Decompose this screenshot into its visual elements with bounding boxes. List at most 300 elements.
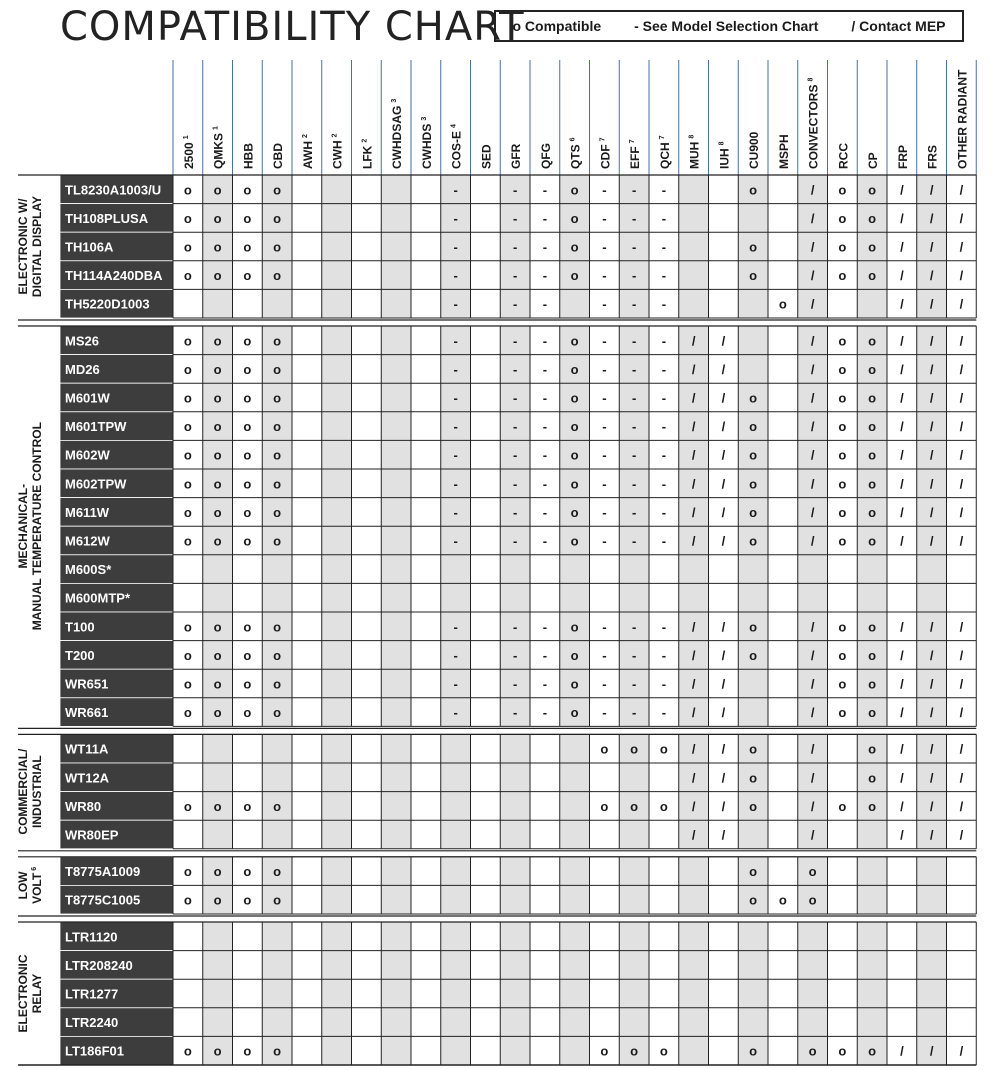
cell-symbol: / (929, 504, 934, 520)
cell-symbol: o (183, 1043, 192, 1059)
cell-symbol: / (691, 705, 696, 721)
cell-symbol: / (929, 619, 934, 635)
cell-symbol: - (602, 447, 607, 463)
cell-symbol: / (900, 361, 904, 377)
cell-symbol: o (183, 447, 192, 463)
cell-symbol: / (691, 770, 696, 786)
cell-symbol: - (631, 647, 637, 663)
cell-symbol: / (959, 705, 964, 721)
cell-symbol: o (808, 1043, 817, 1059)
column-header: LFK$^2$ (360, 138, 375, 169)
cell-symbol: o (838, 705, 847, 721)
shaded-column-band (322, 175, 352, 318)
cell-symbol: / (959, 1043, 964, 1059)
legend-see-model: - See Model Selection Chart (634, 18, 819, 34)
cell-symbol: o (749, 419, 758, 435)
cell-symbol: - (631, 504, 637, 520)
cell-symbol: - (453, 533, 458, 549)
cell-symbol: o (778, 892, 787, 908)
row-model-label: TH114A240DBA (65, 268, 163, 284)
column-header: QMKS$^1$ (211, 126, 226, 169)
cell-symbol: / (929, 361, 934, 377)
cell-symbol: o (838, 182, 847, 198)
cell-symbol: o (749, 182, 758, 198)
cell-symbol: / (721, 705, 726, 721)
cell-symbol: o (273, 419, 282, 435)
cell-symbol: - (602, 676, 607, 692)
cell-symbol: o (838, 647, 847, 663)
cell-symbol: - (661, 268, 667, 284)
cell-symbol: / (900, 705, 904, 721)
cell-symbol: o (749, 647, 758, 663)
cell-symbol: / (721, 619, 726, 635)
cell-symbol: o (868, 533, 877, 549)
cell-symbol: - (631, 239, 637, 255)
cell-symbol: o (183, 647, 192, 663)
column-header: QFG (538, 143, 553, 169)
cell-symbol: o (273, 239, 282, 255)
cell-symbol: o (273, 892, 282, 908)
cell-symbol: o (749, 447, 758, 463)
legend-compatible: o Compatible (512, 18, 602, 34)
cell-symbol: o (838, 210, 847, 226)
cell-symbol: / (691, 741, 696, 757)
cell-symbol: o (273, 182, 282, 198)
cell-symbol: / (810, 827, 815, 843)
cell-symbol: - (512, 447, 518, 463)
cell-symbol: - (661, 333, 667, 349)
cell-symbol: / (959, 419, 964, 435)
cell-symbol: / (721, 361, 726, 377)
cell-symbol: - (453, 419, 458, 435)
cell-symbol: - (631, 182, 637, 198)
cell-symbol: o (868, 390, 877, 406)
cell-symbol: / (721, 770, 726, 786)
column-header: CU900 (747, 131, 762, 169)
cell-symbol: - (661, 239, 667, 255)
cell-symbol: o (868, 419, 877, 435)
column-header: COS-$E^4$ (449, 124, 464, 169)
cell-symbol: - (512, 361, 518, 377)
cell-symbol: / (691, 333, 696, 349)
cell-symbol: - (602, 296, 607, 312)
cell-symbol: - (661, 647, 667, 663)
row-model-label: TH5220D1003 (65, 296, 150, 312)
cell-symbol: o (183, 239, 192, 255)
cell-symbol: - (602, 333, 607, 349)
cell-symbol: - (602, 361, 607, 377)
cell-symbol: o (213, 333, 222, 349)
cell-symbol: o (243, 1043, 252, 1059)
row-model-label: M601TPW (65, 419, 127, 435)
cell-symbol: o (749, 1043, 758, 1059)
cell-symbol: / (900, 419, 904, 435)
cell-symbol: o (273, 476, 282, 492)
cell-symbol: o (183, 864, 192, 880)
row-model-label: WR651 (65, 676, 109, 692)
cell-symbol: o (183, 333, 192, 349)
cell-symbol: / (810, 268, 815, 284)
cell-symbol: o (749, 619, 758, 635)
row-model-label: TH106A (65, 239, 114, 255)
cell-symbol: o (213, 676, 222, 692)
cell-symbol: - (602, 268, 607, 284)
shaded-column-band (322, 922, 352, 1065)
cell-symbol: o (570, 647, 579, 663)
cell-symbol: / (929, 827, 934, 843)
cell-symbol: o (273, 210, 282, 226)
cell-symbol: / (721, 741, 726, 757)
row-model-label: M600MTP* (65, 590, 131, 606)
cell-symbol: - (512, 210, 518, 226)
cell-symbol: o (213, 361, 222, 377)
cell-symbol: / (691, 533, 696, 549)
cell-symbol: o (570, 447, 579, 463)
legend-contact: / Contact MEP (851, 18, 946, 34)
row-model-label: M601W (65, 390, 110, 406)
cell-symbol: / (900, 676, 904, 692)
cell-symbol: o (243, 390, 252, 406)
group-label: COMMERCIAL/ (16, 748, 30, 835)
cell-symbol: - (542, 504, 548, 520)
cell-symbol: o (213, 647, 222, 663)
cell-symbol: - (661, 676, 667, 692)
cell-symbol: / (691, 361, 696, 377)
cell-symbol: / (929, 239, 934, 255)
cell-symbol: / (721, 390, 726, 406)
cell-symbol: - (631, 268, 637, 284)
cell-symbol: / (959, 827, 964, 843)
cell-symbol: - (602, 210, 607, 226)
cell-symbol: o (868, 239, 877, 255)
cell-symbol: - (542, 296, 548, 312)
cell-symbol: o (213, 447, 222, 463)
cell-symbol: - (661, 476, 667, 492)
cell-symbol: o (570, 333, 579, 349)
cell-symbol: o (868, 647, 877, 663)
cell-symbol: / (929, 770, 934, 786)
cell-symbol: / (929, 447, 934, 463)
cell-symbol: / (691, 647, 696, 663)
cell-symbol: - (542, 390, 548, 406)
group-label: LOW (16, 871, 30, 900)
column-header: CP (866, 152, 881, 169)
cell-symbol: o (868, 268, 877, 284)
shaded-column-band (381, 922, 411, 1065)
row-model-label: TH108PLUSA (65, 210, 149, 226)
cell-symbol: o (630, 798, 639, 814)
cell-symbol: o (213, 268, 222, 284)
cell-symbol: - (661, 619, 667, 635)
row-model-label: T8775C1005 (65, 892, 141, 908)
cell-symbol: o (749, 892, 758, 908)
cell-symbol: / (959, 619, 964, 635)
cell-symbol: o (838, 798, 847, 814)
cell-symbol: - (542, 476, 548, 492)
cell-symbol: - (512, 390, 518, 406)
cell-symbol: o (183, 504, 192, 520)
cell-symbol: / (900, 182, 904, 198)
cell-symbol: - (542, 533, 548, 549)
shaded-column-band (500, 922, 530, 1065)
cell-symbol: / (900, 770, 904, 786)
cell-symbol: - (542, 333, 548, 349)
cell-symbol: o (868, 182, 877, 198)
cell-symbol: o (570, 239, 579, 255)
cell-symbol: o (273, 333, 282, 349)
cell-symbol: - (631, 676, 637, 692)
cell-symbol: / (900, 210, 904, 226)
row-model-label: M611W (65, 504, 110, 520)
cell-symbol: o (630, 741, 639, 757)
column-header: HBB (241, 143, 256, 169)
cell-symbol: / (810, 390, 815, 406)
cell-symbol: o (213, 419, 222, 435)
cell-symbol: o (838, 476, 847, 492)
cell-symbol: - (453, 647, 458, 663)
cell-symbol: - (512, 504, 518, 520)
cell-symbol: o (868, 1043, 877, 1059)
cell-symbol: / (810, 361, 815, 377)
cell-symbol: o (868, 676, 877, 692)
cell-symbol: o (213, 210, 222, 226)
page-title: COMPATIBILITY CHART (60, 4, 525, 50)
cell-symbol: / (721, 827, 726, 843)
cell-symbol: / (959, 533, 964, 549)
cell-symbol: - (661, 447, 667, 463)
cell-symbol: o (600, 798, 609, 814)
cell-symbol: o (243, 705, 252, 721)
cell-symbol: / (929, 419, 934, 435)
cell-symbol: / (691, 676, 696, 692)
cell-symbol: o (213, 1043, 222, 1059)
cell-symbol: / (929, 798, 934, 814)
column-header: FRS (925, 145, 940, 169)
cell-symbol: / (929, 647, 934, 663)
cell-symbol: - (542, 419, 548, 435)
cell-symbol: - (542, 447, 548, 463)
cell-symbol: o (868, 798, 877, 814)
cell-symbol: o (659, 798, 668, 814)
cell-symbol: / (810, 296, 815, 312)
row-model-label: TL8230A1003/U (65, 182, 162, 198)
cell-symbol: o (749, 864, 758, 880)
cell-symbol: / (691, 447, 696, 463)
cell-symbol: - (512, 647, 518, 663)
cell-symbol: - (453, 268, 458, 284)
cell-symbol: o (868, 210, 877, 226)
cell-symbol: / (929, 210, 934, 226)
shaded-column-band (381, 175, 411, 318)
cell-symbol: - (631, 210, 637, 226)
column-header: CDF$^7$ (598, 137, 613, 169)
cell-symbol: o (749, 798, 758, 814)
cell-symbol: o (273, 361, 282, 377)
cell-symbol: o (838, 533, 847, 549)
cell-symbol: - (453, 210, 458, 226)
group-label: VOLT$^6$ (30, 866, 44, 904)
group-label: MECHANICAL- (16, 483, 30, 569)
cell-symbol: o (570, 705, 579, 721)
cell-symbol: o (838, 333, 847, 349)
cell-symbol: o (570, 361, 579, 377)
cell-symbol: o (570, 476, 579, 492)
cell-symbol: o (273, 504, 282, 520)
cell-symbol: / (810, 533, 815, 549)
cell-symbol: / (929, 705, 934, 721)
cell-symbol: o (749, 741, 758, 757)
cell-symbol: / (810, 476, 815, 492)
cell-symbol: / (810, 210, 815, 226)
cell-symbol: o (183, 268, 192, 284)
row-model-label: M602W (65, 447, 110, 463)
cell-symbol: / (691, 798, 696, 814)
row-model-label: WR80 (65, 798, 102, 814)
row-model-label: T100 (65, 619, 95, 635)
cell-symbol: - (453, 619, 458, 635)
column-header: CBD (271, 143, 286, 169)
cell-symbol: o (838, 239, 847, 255)
cell-symbol: / (810, 770, 815, 786)
cell-symbol: / (810, 447, 815, 463)
cell-symbol: - (512, 333, 518, 349)
cell-symbol: o (243, 268, 252, 284)
cell-symbol: / (721, 476, 726, 492)
column-header: AWH$^2$ (300, 134, 315, 169)
cell-symbol: - (512, 239, 518, 255)
column-header: CWH$^2$ (330, 133, 345, 169)
row-model-label: LTR1277 (65, 986, 119, 1002)
cell-symbol: o (749, 390, 758, 406)
column-header: FRP (895, 145, 910, 169)
cell-symbol: o (749, 504, 758, 520)
cell-symbol: o (213, 619, 222, 635)
cell-symbol: o (213, 390, 222, 406)
cell-symbol: / (959, 447, 964, 463)
column-header: IUH$^8$ (717, 141, 732, 169)
cell-symbol: - (602, 619, 607, 635)
cell-symbol: - (661, 705, 667, 721)
cell-symbol: o (183, 619, 192, 635)
cell-symbol: / (900, 268, 904, 284)
cell-symbol: o (243, 210, 252, 226)
cell-symbol: - (602, 182, 607, 198)
cell-symbol: o (838, 1043, 847, 1059)
cell-symbol: o (838, 268, 847, 284)
group-label: DIGITAL DISPLAY (30, 195, 44, 298)
cell-symbol: o (183, 182, 192, 198)
cell-symbol: / (691, 390, 696, 406)
cell-symbol: o (838, 361, 847, 377)
cell-symbol: / (959, 296, 964, 312)
cell-symbol: o (213, 504, 222, 520)
cell-symbol: / (959, 390, 964, 406)
column-header: CONVECTORS$^8$ (806, 77, 821, 169)
column-header: CWHDS$^3$ (419, 116, 434, 169)
cell-symbol: o (868, 705, 877, 721)
cell-symbol: - (453, 390, 458, 406)
cell-symbol: - (602, 419, 607, 435)
cell-symbol: / (929, 676, 934, 692)
cell-symbol: - (602, 390, 607, 406)
cell-symbol: / (929, 476, 934, 492)
row-model-label: MD26 (65, 361, 100, 377)
row-model-label: M602TPW (65, 476, 127, 492)
cell-symbol: / (900, 1043, 904, 1059)
cell-symbol: - (512, 705, 518, 721)
cell-symbol: - (542, 182, 548, 198)
cell-symbol: / (900, 619, 904, 635)
row-model-label: T200 (65, 647, 95, 663)
cell-symbol: - (631, 333, 637, 349)
cell-symbol: / (900, 239, 904, 255)
cell-symbol: - (661, 210, 667, 226)
cell-symbol: - (512, 533, 518, 549)
cell-symbol: / (810, 798, 815, 814)
cell-symbol: - (631, 533, 637, 549)
cell-symbol: / (900, 390, 904, 406)
column-header: EFF$^7$ (628, 139, 643, 169)
cell-symbol: - (631, 419, 637, 435)
cell-symbol: / (810, 504, 815, 520)
cell-symbol: o (243, 419, 252, 435)
cell-symbol: - (542, 268, 548, 284)
column-header: RCC (836, 143, 851, 169)
column-header: 2500$^1$ (181, 135, 196, 169)
cell-symbol: / (900, 476, 904, 492)
cell-symbol: o (273, 390, 282, 406)
cell-symbol: / (810, 705, 815, 721)
cell-symbol: o (183, 419, 192, 435)
cell-symbol: o (838, 676, 847, 692)
cell-symbol: o (273, 1043, 282, 1059)
cell-symbol: o (243, 533, 252, 549)
cell-symbol: / (959, 647, 964, 663)
cell-symbol: o (749, 476, 758, 492)
cell-symbol: o (183, 390, 192, 406)
cell-symbol: / (900, 647, 904, 663)
row-model-label: LTR2240 (65, 1015, 119, 1031)
cell-symbol: - (453, 361, 458, 377)
cell-symbol: / (959, 676, 964, 692)
cell-symbol: - (602, 504, 607, 520)
cell-symbol: o (243, 239, 252, 255)
cell-symbol: - (453, 476, 458, 492)
cell-symbol: o (213, 239, 222, 255)
cell-symbol: o (243, 447, 252, 463)
cell-symbol: o (659, 1043, 668, 1059)
cell-symbol: / (929, 390, 934, 406)
cell-symbol: / (900, 504, 904, 520)
cell-symbol: / (929, 741, 934, 757)
cell-symbol: o (749, 533, 758, 549)
row-model-label: LTR208240 (65, 957, 133, 973)
cell-symbol: / (959, 182, 964, 198)
cell-symbol: o (183, 210, 192, 226)
cell-symbol: o (868, 361, 877, 377)
group-label: ELECTRONIC (16, 954, 30, 1033)
cell-symbol: / (721, 647, 726, 663)
cell-symbol: o (243, 798, 252, 814)
cell-symbol: - (512, 419, 518, 435)
cell-symbol: / (810, 419, 815, 435)
row-model-label: T8775A1009 (65, 864, 141, 880)
column-header: OTHER RADIANT (955, 69, 970, 169)
cell-symbol: - (631, 447, 637, 463)
cell-symbol: - (453, 705, 458, 721)
cell-symbol: o (749, 770, 758, 786)
cell-symbol: - (453, 333, 458, 349)
